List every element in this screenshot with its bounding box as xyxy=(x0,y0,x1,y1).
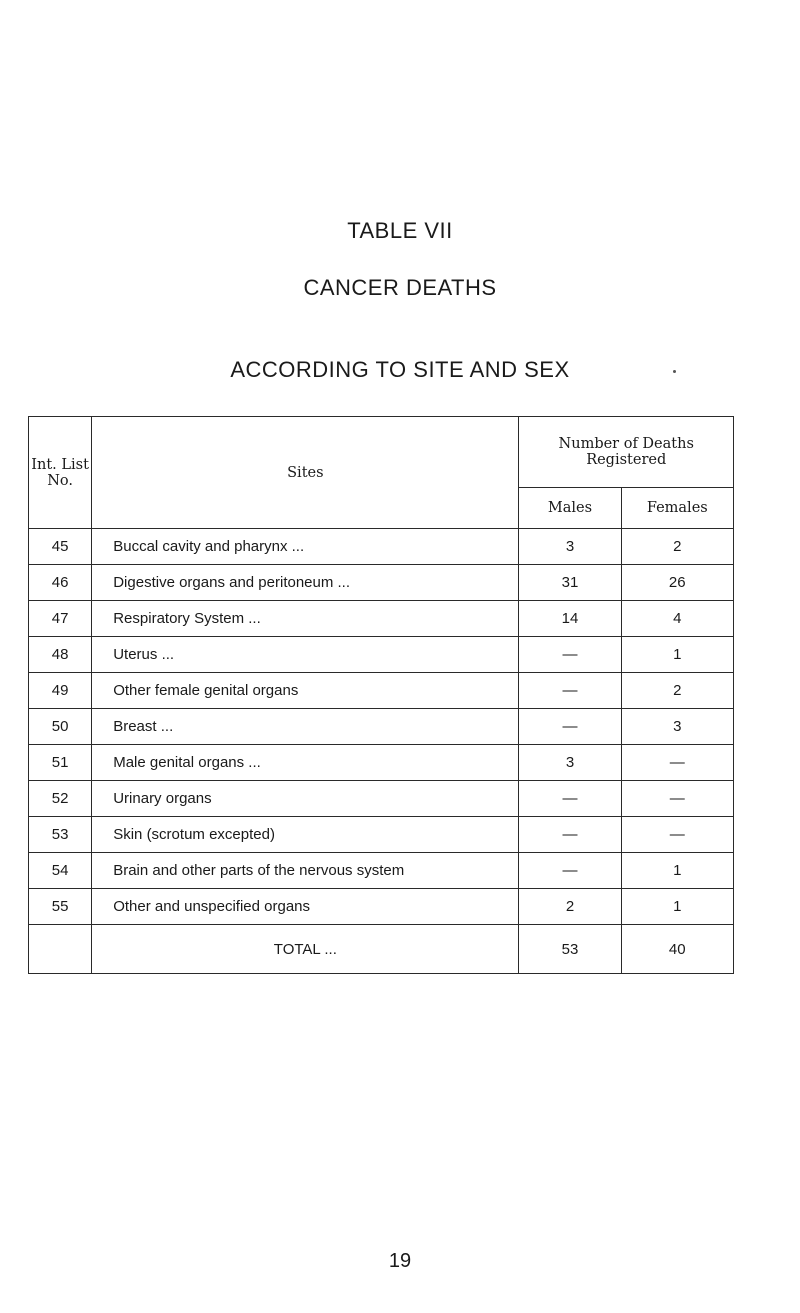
table-row xyxy=(29,817,734,853)
row-males: — xyxy=(519,853,621,889)
header-males: Males xyxy=(519,488,621,529)
row-site: Uterus ... xyxy=(92,637,519,673)
total-label: TOTAL ... xyxy=(92,925,519,974)
row-site: Digestive organs and peritoneum ... xyxy=(92,565,519,601)
row-females: — xyxy=(621,745,733,781)
row-site: Urinary organs xyxy=(92,781,519,817)
row-females: 1 xyxy=(621,853,733,889)
row-no: 51 xyxy=(29,745,92,781)
header-females: Females xyxy=(621,488,733,529)
row-males: — xyxy=(519,709,621,745)
cancer-deaths-table xyxy=(28,416,734,974)
row-no: 55 xyxy=(29,889,92,925)
table-row xyxy=(29,529,734,565)
total-males: 53 xyxy=(519,925,621,974)
table-row xyxy=(29,853,734,889)
row-site: Male genital organs ... xyxy=(92,745,519,781)
total-no-blank xyxy=(29,925,92,974)
row-site: Other and unspecified organs xyxy=(92,889,519,925)
total-row xyxy=(29,925,734,974)
row-no: 53 xyxy=(29,817,92,853)
table-row xyxy=(29,745,734,781)
row-site: Brain and other parts of the nervous system xyxy=(92,853,519,889)
row-males: 3 xyxy=(519,745,621,781)
row-no: 50 xyxy=(29,709,92,745)
table-number: TABLE VII xyxy=(347,218,453,243)
page-number: 19 xyxy=(388,1250,412,1272)
row-females: 1 xyxy=(621,637,733,673)
table-subtitle: ACCORDING TO SITE AND SEX xyxy=(230,357,570,382)
row-males: — xyxy=(519,781,621,817)
row-females: 3 xyxy=(621,709,733,745)
row-males: 2 xyxy=(519,889,621,925)
row-no: 54 xyxy=(29,853,92,889)
row-site: Breast ... xyxy=(92,709,519,745)
row-site: Buccal cavity and pharynx ... xyxy=(92,529,519,565)
row-males: 3 xyxy=(519,529,621,565)
table-row xyxy=(29,781,734,817)
row-females: 4 xyxy=(621,601,733,637)
table-row xyxy=(29,889,734,925)
table-row xyxy=(29,709,734,745)
row-males: — xyxy=(519,637,621,673)
header-list-no: Int. List No. xyxy=(29,417,92,529)
row-no: 47 xyxy=(29,601,92,637)
row-males: — xyxy=(519,673,621,709)
header-sites: Sites xyxy=(92,417,519,529)
row-site: Skin (scrotum excepted) xyxy=(92,817,519,853)
row-males: — xyxy=(519,817,621,853)
row-females: 2 xyxy=(621,529,733,565)
row-females: 1 xyxy=(621,889,733,925)
table-row xyxy=(29,637,734,673)
table-title: CANCER DEATHS xyxy=(303,275,497,300)
row-males: 31 xyxy=(519,565,621,601)
table-row xyxy=(29,601,734,637)
table-row xyxy=(29,673,734,709)
header-deaths-registered: Number of Deaths Registered xyxy=(519,417,734,488)
print-speck xyxy=(673,370,676,373)
row-no: 48 xyxy=(29,637,92,673)
table-row xyxy=(29,565,734,601)
row-no: 45 xyxy=(29,529,92,565)
row-males: 14 xyxy=(519,601,621,637)
total-females: 40 xyxy=(621,925,733,974)
row-no: 49 xyxy=(29,673,92,709)
row-females: — xyxy=(621,781,733,817)
row-no: 52 xyxy=(29,781,92,817)
row-females: — xyxy=(621,817,733,853)
row-site: Other female genital organs xyxy=(92,673,519,709)
row-females: 26 xyxy=(621,565,733,601)
row-no: 46 xyxy=(29,565,92,601)
row-site: Respiratory System ... xyxy=(92,601,519,637)
row-females: 2 xyxy=(621,673,733,709)
